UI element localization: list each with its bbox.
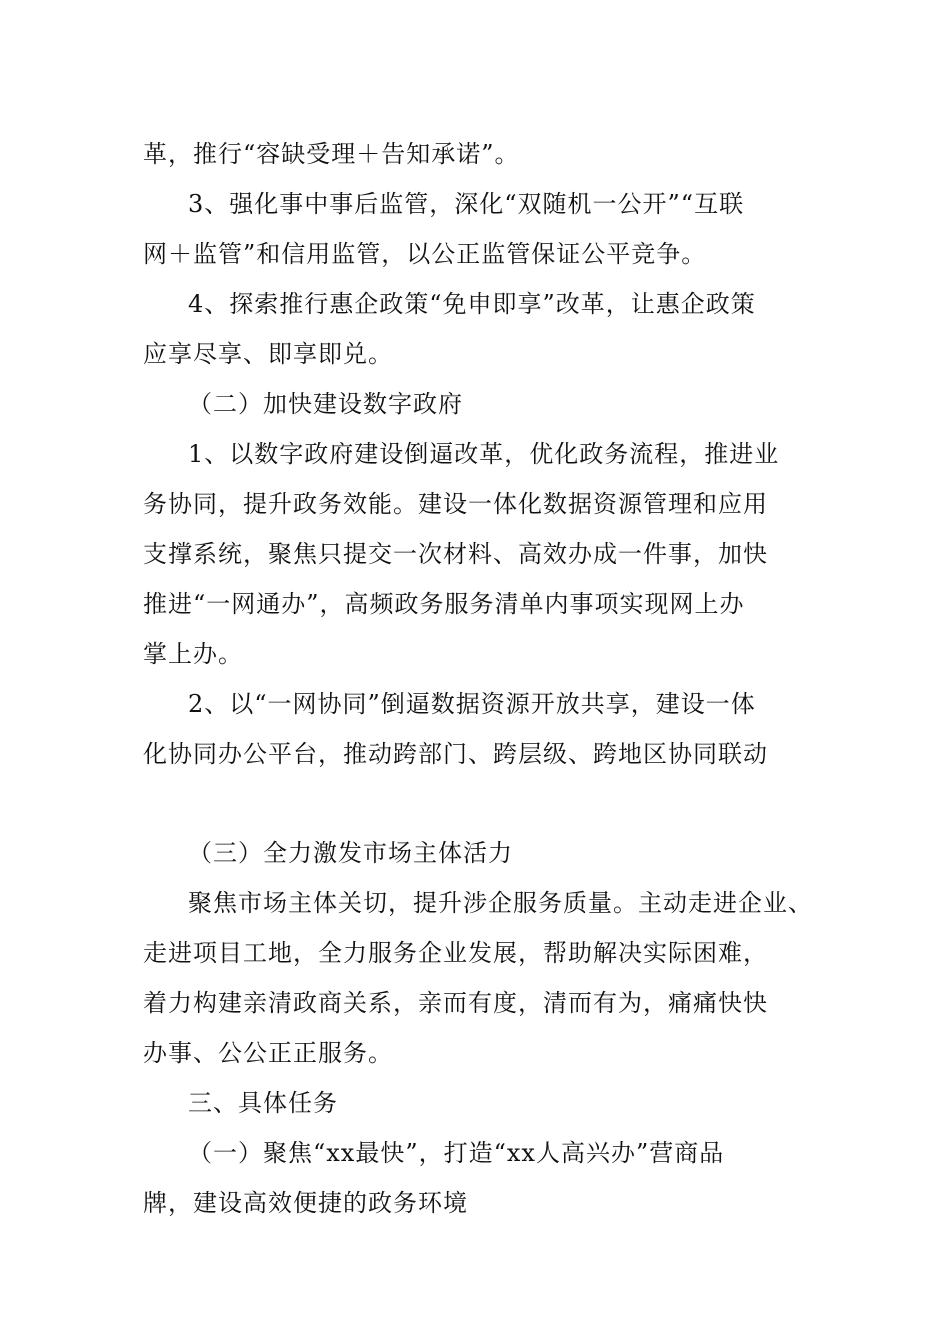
paragraph-line: 聚焦市场主体关切，提升涉企服务质量。主动走进企业、 — [188, 889, 813, 917]
paragraph-line: 走进项目工地，全力服务企业发展，帮助解决实际困难， — [143, 939, 768, 967]
paragraph-line: 网＋监管”和信用监管，以公正监管保证公平竞争。 — [143, 240, 707, 268]
paragraph-line: 革，推行“容缺受理＋告知承诺”。 — [143, 140, 520, 168]
section-heading: （二）加快建设数字政府 — [188, 390, 463, 418]
section-heading: 三、具体任务 — [188, 1089, 338, 1117]
paragraph-line: 4、探索推行惠企政策“免申即享”改革，让惠企政策 — [188, 290, 756, 318]
paragraph-line: 办事、公公正正服务。 — [143, 1039, 393, 1067]
section-heading: （三）全力激发市场主体活力 — [188, 839, 513, 867]
paragraph-line: 牌，建设高效便捷的政务环境 — [143, 1189, 468, 1217]
paragraph-line: 化协同办公平台，推动跨部门、跨层级、跨地区协同联动 — [143, 740, 768, 768]
paragraph-line: 应享尽享、即享即兑。 — [143, 340, 393, 368]
paragraph-line: 支撑系统，聚焦只提交一次材料、高效办成一件事，加快 — [143, 540, 768, 568]
paragraph-line: 1、以数字政府建设倒逼改革，优化政务流程，推进业 — [188, 440, 780, 468]
paragraph-line: 3、强化事中事后监管，深化“双随机一公开”“互联 — [188, 190, 745, 218]
paragraph-line: 掌上办。 — [143, 640, 243, 668]
paragraph-line: 2、以“一网协同”倒逼数据资源开放共享，建设一体 — [188, 690, 756, 718]
paragraph-line: 推进“一网通办”，高频政务服务清单内事项实现网上办 — [143, 590, 745, 618]
paragraph-line: 务协同，提升政务效能。建设一体化数据资源管理和应用 — [143, 490, 768, 518]
section-heading: （一）聚焦“xx最快”，打造“xx人高兴办”营商品 — [188, 1139, 725, 1167]
paragraph-line: 着力构建亲清政商关系，亲而有度，清而有为，痛痛快快 — [143, 989, 768, 1017]
